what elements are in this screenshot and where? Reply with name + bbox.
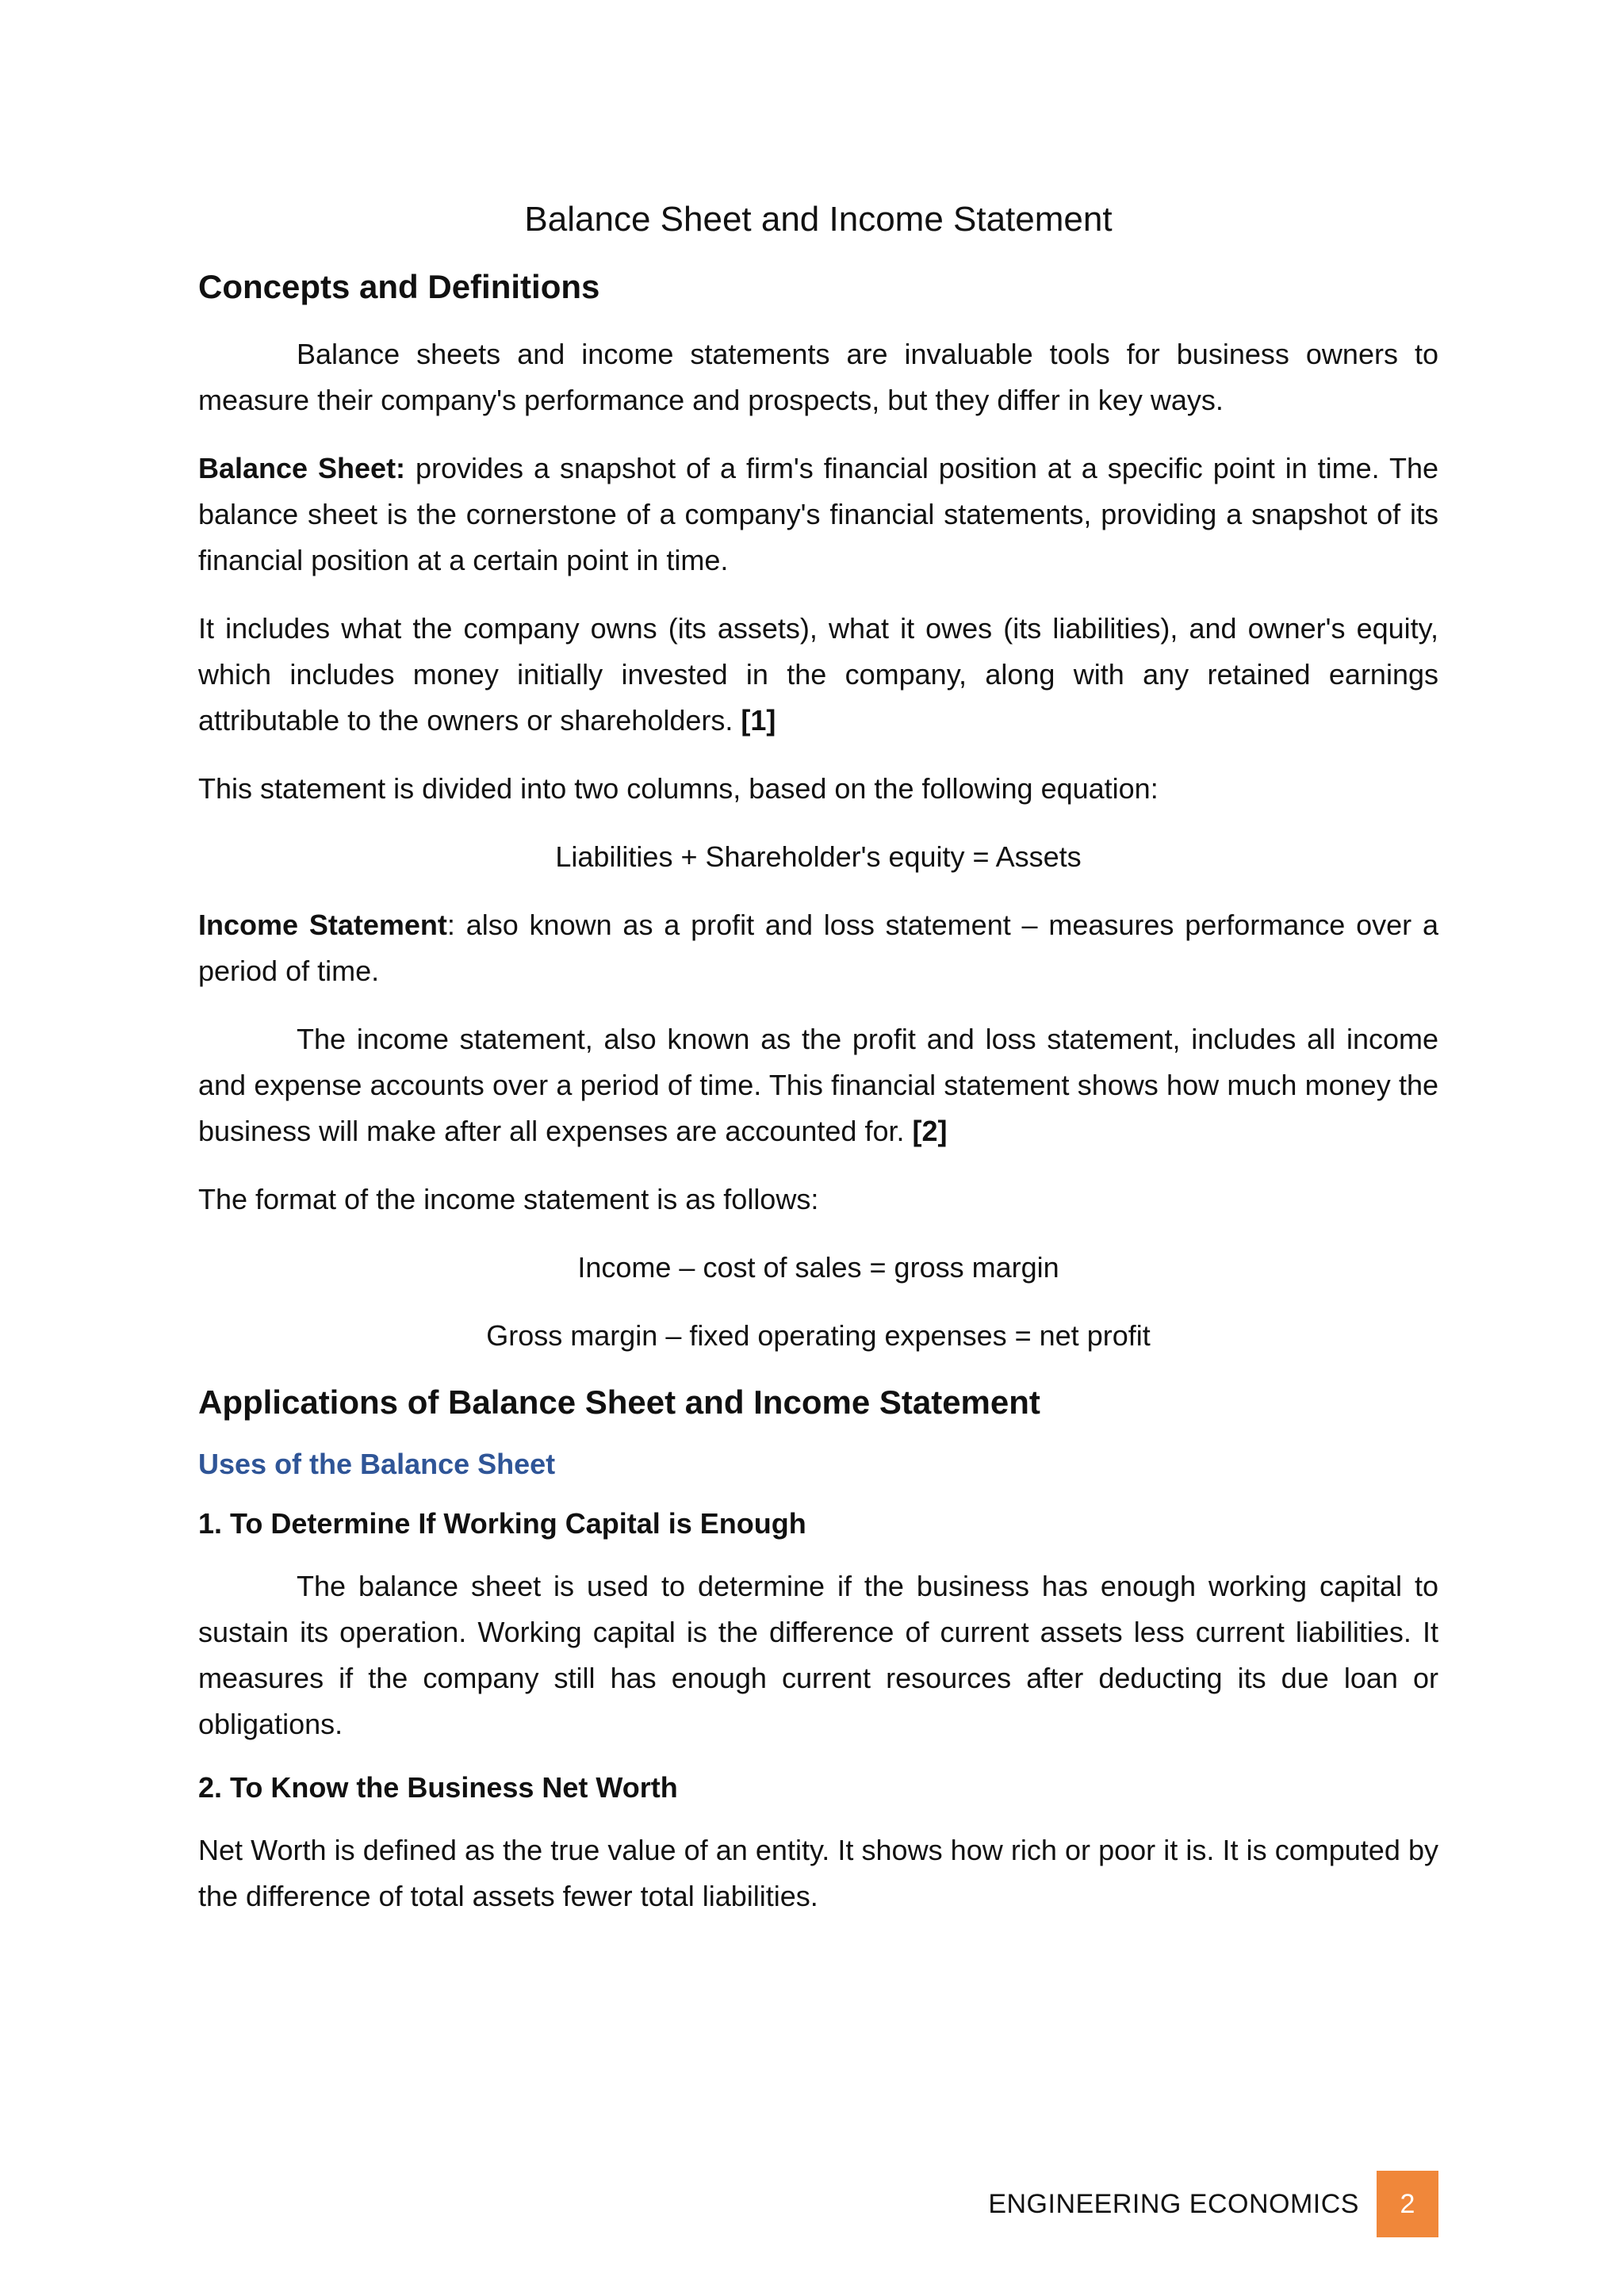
income-detail-paragraph xyxy=(198,1016,1438,1154)
item-heading-net-worth: 2. To Know the Business Net Worth xyxy=(198,1770,678,1804)
balance-sheet-definition xyxy=(198,446,1438,584)
net-worth-paragraph: Net Worth is defined as the true value of an entity. It shows how rich or poor it is. It is computed by the difference of total assets fewer total liabilities. xyxy=(198,1833,1438,1912)
balance-sheet-text: provides a snapshot of a firm's financial position at a specific point in time. The balance sheet is the cornerstone of a company's financial statements, providing a snapshot of its financial position at a certain point in time. xyxy=(198,451,1438,576)
income-statement-text: : also known as a profit and loss statement – measures performance over a period of time. xyxy=(198,908,1438,987)
balance-sheet-includes-paragraph xyxy=(198,606,1438,744)
format-equation-2: Gross margin – fixed operating expenses = net profit xyxy=(486,1318,1151,1352)
page-number-badge: 2 xyxy=(1377,2171,1438,2237)
page-footer xyxy=(988,2171,1438,2237)
working-capital-paragraph: The balance sheet is used to determine if the business has enough working capital to sustain its operation. Working capital is the difference of current assets less current liabilities. It measures if the company still has enough current resources after deducting its due loan or obligations. xyxy=(198,1569,1438,1740)
document-page xyxy=(198,197,1438,1942)
intro-paragraph: Balance sheets and income statements are invaluable tools for business owners to measure their company's performance and prospects, but they differ in key ways. xyxy=(198,337,1438,416)
footer-label: ENGINEERING ECONOMICS xyxy=(988,2188,1359,2219)
section-heading-applications: Applications of Balance Sheet and Income Statement xyxy=(198,1383,1040,1421)
reference-1: [1] xyxy=(741,703,776,737)
subheading-uses-balance-sheet: Uses of the Balance Sheet xyxy=(198,1448,556,1481)
divided-paragraph: This statement is divided into two columns, based on the following equation: xyxy=(198,771,1159,805)
balance-equation: Liabilities + Shareholder's equity = Assets xyxy=(555,840,1082,873)
item-heading-working-capital: 1. To Determine If Working Capital is Enough xyxy=(198,1507,806,1540)
format-equation-1: Income – cost of sales = gross margin xyxy=(577,1250,1059,1284)
income-statement-definition xyxy=(198,902,1438,994)
includes-text: It includes what the company owns (its assets), what it owes (its liabilities), and owner's equity, which includes money initially invested in the company, along with any retained earnings attributable to the owners or shareholders. xyxy=(198,611,1438,737)
reference-2: [2] xyxy=(912,1114,948,1147)
page-title: Balance Sheet and Income Statement xyxy=(524,200,1113,239)
income-statement-term: Income Statement xyxy=(198,908,447,941)
balance-sheet-term: Balance Sheet: xyxy=(198,451,406,484)
income-detail-text: The income statement, also known as the profit and loss statement, includes all income and expense accounts over a period of time. This financial statement shows how much money the business will make after all expenses are accounted for. xyxy=(198,1022,1438,1147)
format-intro: The format of the income statement is as follows: xyxy=(198,1182,819,1215)
section-heading-concepts: Concepts and Definitions xyxy=(198,268,600,306)
